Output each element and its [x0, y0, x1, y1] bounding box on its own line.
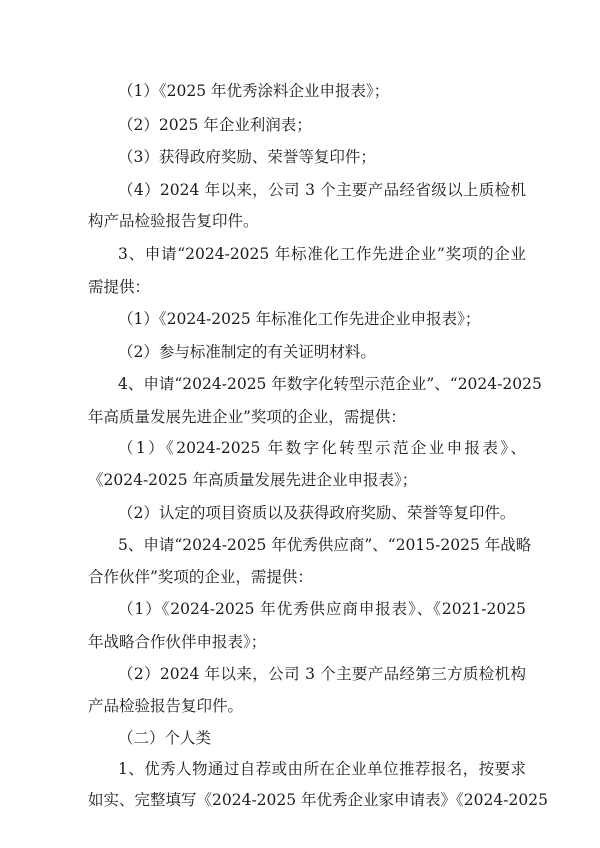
text-line-4: （4）2024 年以来，公司 3 个主要产品经省级以上质检机	[118, 181, 526, 199]
text-line-15: 5、申请“2024-2025 年优秀供应商”、“2015-2025 年战略	[118, 536, 532, 554]
text-line-7: 需提供：	[88, 278, 151, 296]
text-line-6: 3、申请“2024-2025 年标准化工作先进企业”奖项的企业	[118, 245, 526, 263]
text-line-16: 合作伙伴”奖项的企业，需提供：	[88, 568, 313, 586]
text-line-14: （2）认定的项目资质以及获得政府奖励、荣誉等复印件。	[118, 504, 516, 522]
text-line-3: （3）获得政府奖励、荣誉等复印件；	[118, 148, 376, 166]
text-line-8: （1）《2024-2025 年标准化工作先进企业申报表》；	[118, 310, 481, 328]
text-line-17: （1）《2024-2025 年优秀供应商申报表》、《2021-2025	[118, 600, 526, 618]
text-line-20: 产品检验报告复印件。	[88, 697, 244, 715]
text-line-11: 年高质量发展先进企业”奖项的企业，需提供：	[88, 408, 406, 426]
text-line-9: （2）参与标准制定的有关证明材料。	[118, 343, 376, 361]
text-line-12: （1）《2024-2025 年数字化转型示范企业申报表》、	[118, 439, 526, 457]
section-heading-individual: （二）个人类	[118, 729, 212, 747]
text-line-13: 《2024-2025 年高质量发展先进企业申报表》；	[88, 471, 418, 489]
text-line-2: （2）2025 年企业利润表；	[118, 116, 312, 134]
text-line-1: （1）《2025 年优秀涂料企业申报表》；	[118, 82, 390, 100]
text-line-22: 1、优秀人物通过自荐或由所在企业单位推荐报名，按要求	[118, 760, 526, 778]
text-line-10: 4、申请“2024-2025 年数字化转型示范企业”、“2024-2025	[118, 375, 542, 393]
text-line-23: 如实、完整填写《2024-2025 年优秀企业家申请表》《2024-2025	[88, 791, 548, 809]
text-line-19: （2）2024 年以来，公司 3 个主要产品经第三方质检机构	[118, 665, 526, 683]
text-line-18: 年战略合作伙伴申报表》；	[88, 633, 267, 651]
text-line-5: 构产品检验报告复印件。	[88, 212, 259, 230]
